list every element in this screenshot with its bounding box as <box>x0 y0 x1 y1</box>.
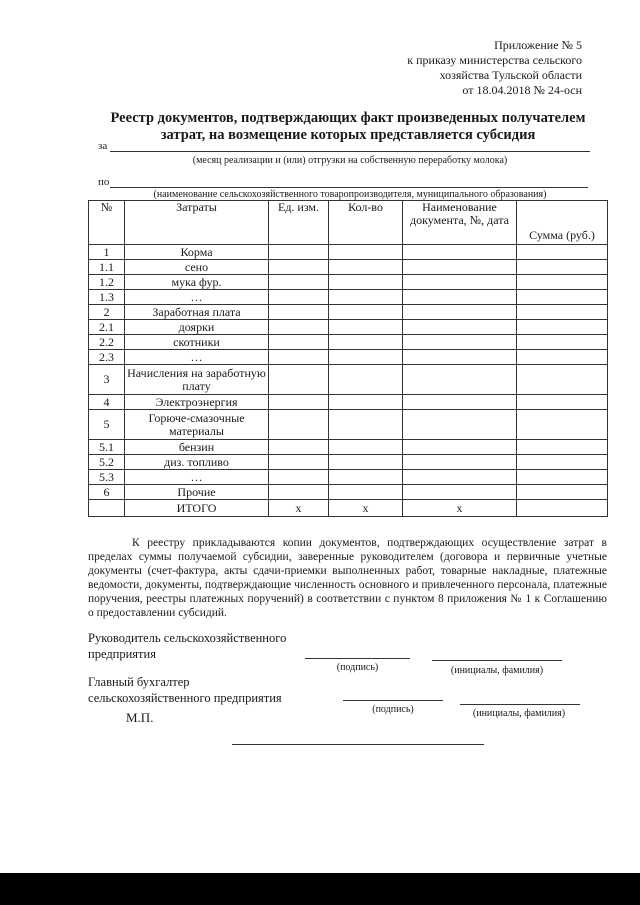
appendix-number: Приложение № 5 <box>494 38 582 52</box>
table-row <box>89 320 608 335</box>
period-caption: (месяц реализации и (или) отгрузки на собственную переработку молока) <box>192 155 508 166</box>
row-number: 2 <box>89 305 125 320</box>
recipient-caption: (наименование сельскохозяйственного товаропроизводителя, муниципального образования) <box>153 189 547 200</box>
row-number: 5.2 <box>89 455 125 470</box>
doc-cell[interactable] <box>403 290 517 305</box>
row-cost-name: … <box>125 350 269 365</box>
head-title-line-2: предприятия <box>88 647 156 661</box>
unit-cell[interactable] <box>269 245 329 260</box>
sum-cell[interactable] <box>517 455 608 470</box>
doc-cell[interactable] <box>403 335 517 350</box>
row-cost-name: сено <box>125 260 269 275</box>
qty-cell[interactable] <box>329 455 403 470</box>
unit-cell[interactable] <box>269 395 329 410</box>
row-cost-name: Электроэнергия <box>125 395 269 410</box>
appendix-ministry: хозяйства Тульской области <box>439 68 582 82</box>
sum-cell[interactable] <box>517 335 608 350</box>
head-signature-line[interactable] <box>305 658 410 659</box>
unit-cell[interactable] <box>269 410 329 440</box>
accountant-signature-line[interactable] <box>343 700 443 701</box>
unit-cell[interactable] <box>269 290 329 305</box>
table-row <box>89 245 608 260</box>
sum-cell[interactable] <box>517 410 608 440</box>
accountant-initials-caption: (инициалы, фамилия) <box>472 708 566 719</box>
head-title <box>88 630 286 662</box>
scan-edge <box>0 873 640 905</box>
register-table <box>88 200 608 517</box>
table-row <box>89 260 608 275</box>
doc-cell[interactable] <box>403 365 517 395</box>
doc-cell[interactable] <box>403 470 517 485</box>
table-row <box>89 365 608 395</box>
total-num-cell[interactable] <box>89 500 125 517</box>
unit-cell[interactable] <box>269 350 329 365</box>
doc-cell[interactable] <box>403 350 517 365</box>
period-field[interactable] <box>110 151 590 152</box>
sum-cell[interactable] <box>517 365 608 395</box>
qty-cell[interactable] <box>329 320 403 335</box>
title-line-2: затрат, на возмещение которых представляется субсидия <box>160 127 536 143</box>
row-number: 5.3 <box>89 470 125 485</box>
doc-cell[interactable] <box>403 395 517 410</box>
row-number: 2.1 <box>89 320 125 335</box>
header-num: № <box>89 201 125 245</box>
doc-cell[interactable] <box>403 260 517 275</box>
row-cost-name: мука фур. <box>125 275 269 290</box>
qty-cell[interactable] <box>329 305 403 320</box>
qty-cell[interactable] <box>329 260 403 275</box>
stamp-place: М.П. <box>126 710 154 725</box>
unit-cell[interactable] <box>269 365 329 395</box>
head-signature-caption: (подпись) <box>336 662 379 673</box>
header-costs: Затраты <box>125 201 269 245</box>
row-number: 2.3 <box>89 350 125 365</box>
row-cost-name: Прочие <box>125 485 269 500</box>
head-initials-caption: (инициалы, фамилия) <box>450 665 544 676</box>
qty-cell[interactable] <box>329 410 403 440</box>
header-sum: Сумма (руб.) <box>517 201 608 245</box>
header-doc: Наименование документа, №, дата <box>403 201 517 245</box>
accountant-title-line-1: Главный бухгалтер <box>88 675 190 689</box>
row-cost-name: Корма <box>125 245 269 260</box>
sum-cell[interactable] <box>517 245 608 260</box>
table-row <box>89 335 608 350</box>
qty-cell[interactable] <box>329 485 403 500</box>
total-label: ИТОГО <box>125 500 269 517</box>
qty-cell[interactable] <box>329 350 403 365</box>
qty-cell[interactable] <box>329 365 403 395</box>
table-row <box>89 290 608 305</box>
row-number: 4 <box>89 395 125 410</box>
row-cost-name: … <box>125 470 269 485</box>
sum-cell[interactable] <box>517 260 608 275</box>
header-unit: Ед. изм. <box>269 201 329 245</box>
total-unit-x: х <box>269 500 329 517</box>
unit-cell[interactable] <box>269 455 329 470</box>
sum-cell[interactable] <box>517 485 608 500</box>
total-row <box>89 500 608 517</box>
attachment-note: К реестру прикладываются копии документов, подтверждающих осуществление затрат в пределах суммы получаемой субсидии, заверенные руководителем (договора и первичные учетные документы (счет-фактура, акты сдачи-приемки выполненных работ, товарные накладные, платежные ведомости, документы, подтверждающие численность основного и привлеченного персонала, платежные поручения, реестры платежных поручений) в соответствии с пунктом 8 приложения № 1 к Соглашению о предоставлении субсидий. <box>88 537 607 619</box>
row-number: 5.1 <box>89 440 125 455</box>
qty-cell[interactable] <box>329 275 403 290</box>
table-row <box>89 455 608 470</box>
qty-cell[interactable] <box>329 395 403 410</box>
qty-cell[interactable] <box>329 440 403 455</box>
table-row <box>89 395 608 410</box>
row-cost-name: Начисления на заработную плату <box>125 365 269 395</box>
unit-cell[interactable] <box>269 260 329 275</box>
unit-cell[interactable] <box>269 485 329 500</box>
row-cost-name: скотники <box>125 335 269 350</box>
unit-cell[interactable] <box>269 275 329 290</box>
sum-cell[interactable] <box>517 305 608 320</box>
table-row <box>89 305 608 320</box>
row-cost-name: Заработная плата <box>125 305 269 320</box>
row-number: 1 <box>89 245 125 260</box>
total-doc-x: х <box>403 500 517 517</box>
unit-cell[interactable] <box>269 470 329 485</box>
appendix-header <box>322 38 582 98</box>
total-sum-cell[interactable] <box>517 500 608 517</box>
unit-cell[interactable] <box>269 320 329 335</box>
unit-cell[interactable] <box>269 335 329 350</box>
recipient-field[interactable] <box>110 187 588 188</box>
table-row <box>89 410 608 440</box>
row-cost-name: доярки <box>125 320 269 335</box>
header-qty: Кол-во <box>329 201 403 245</box>
doc-cell[interactable] <box>403 320 517 335</box>
accountant-title <box>88 674 282 706</box>
table-row <box>89 440 608 455</box>
accountant-signature-caption: (подпись) <box>372 704 414 715</box>
row-cost-name: бензин <box>125 440 269 455</box>
unit-cell[interactable] <box>269 440 329 455</box>
table-row <box>89 350 608 365</box>
head-title-line-1: Руководитель сельскохозяйственного <box>88 631 287 645</box>
doc-cell[interactable] <box>403 305 517 320</box>
table-row <box>89 275 608 290</box>
row-number: 3 <box>89 365 125 395</box>
table-header-row <box>89 201 608 245</box>
row-cost-name: … <box>125 290 269 305</box>
accountant-initials-line[interactable] <box>460 704 580 705</box>
row-number: 5 <box>89 410 125 440</box>
doc-cell[interactable] <box>403 440 517 455</box>
sum-cell[interactable] <box>517 275 608 290</box>
recipient-label: по <box>98 176 110 188</box>
doc-cell[interactable] <box>403 485 517 500</box>
sum-cell[interactable] <box>517 320 608 335</box>
doc-cell[interactable] <box>403 455 517 470</box>
row-number: 1.1 <box>89 260 125 275</box>
row-cost-name: диз. топливо <box>125 455 269 470</box>
table-row <box>89 470 608 485</box>
doc-cell[interactable] <box>403 245 517 260</box>
sum-cell[interactable] <box>517 470 608 485</box>
qty-cell[interactable] <box>329 470 403 485</box>
row-cost-name: Горюче-смазочные материалы <box>125 410 269 440</box>
sum-cell[interactable] <box>517 350 608 365</box>
appendix-date: от 18.04.2018 № 24-осн <box>462 83 582 97</box>
title-line-1: Реестр документов, подтверждающих факт произведенных получателем <box>110 110 586 126</box>
table-row <box>89 485 608 500</box>
doc-cell[interactable] <box>403 275 517 290</box>
row-number: 1.2 <box>89 275 125 290</box>
qty-cell[interactable] <box>329 335 403 350</box>
accountant-title-line-2: сельскохозяйственного предприятия <box>88 691 282 705</box>
qty-cell[interactable] <box>329 245 403 260</box>
row-number: 2.2 <box>89 335 125 350</box>
sum-cell[interactable] <box>517 395 608 410</box>
period-label: за <box>98 140 108 152</box>
head-initials-line[interactable] <box>432 660 562 661</box>
row-number: 6 <box>89 485 125 500</box>
unit-cell[interactable] <box>269 305 329 320</box>
total-qty-x: х <box>329 500 403 517</box>
appendix-order: к приказу министерства сельского <box>407 53 582 67</box>
sum-cell[interactable] <box>517 290 608 305</box>
qty-cell[interactable] <box>329 290 403 305</box>
row-number: 1.3 <box>89 290 125 305</box>
doc-cell[interactable] <box>403 410 517 440</box>
stamp-line[interactable] <box>232 744 484 745</box>
document-title <box>88 110 608 144</box>
sum-cell[interactable] <box>517 440 608 455</box>
